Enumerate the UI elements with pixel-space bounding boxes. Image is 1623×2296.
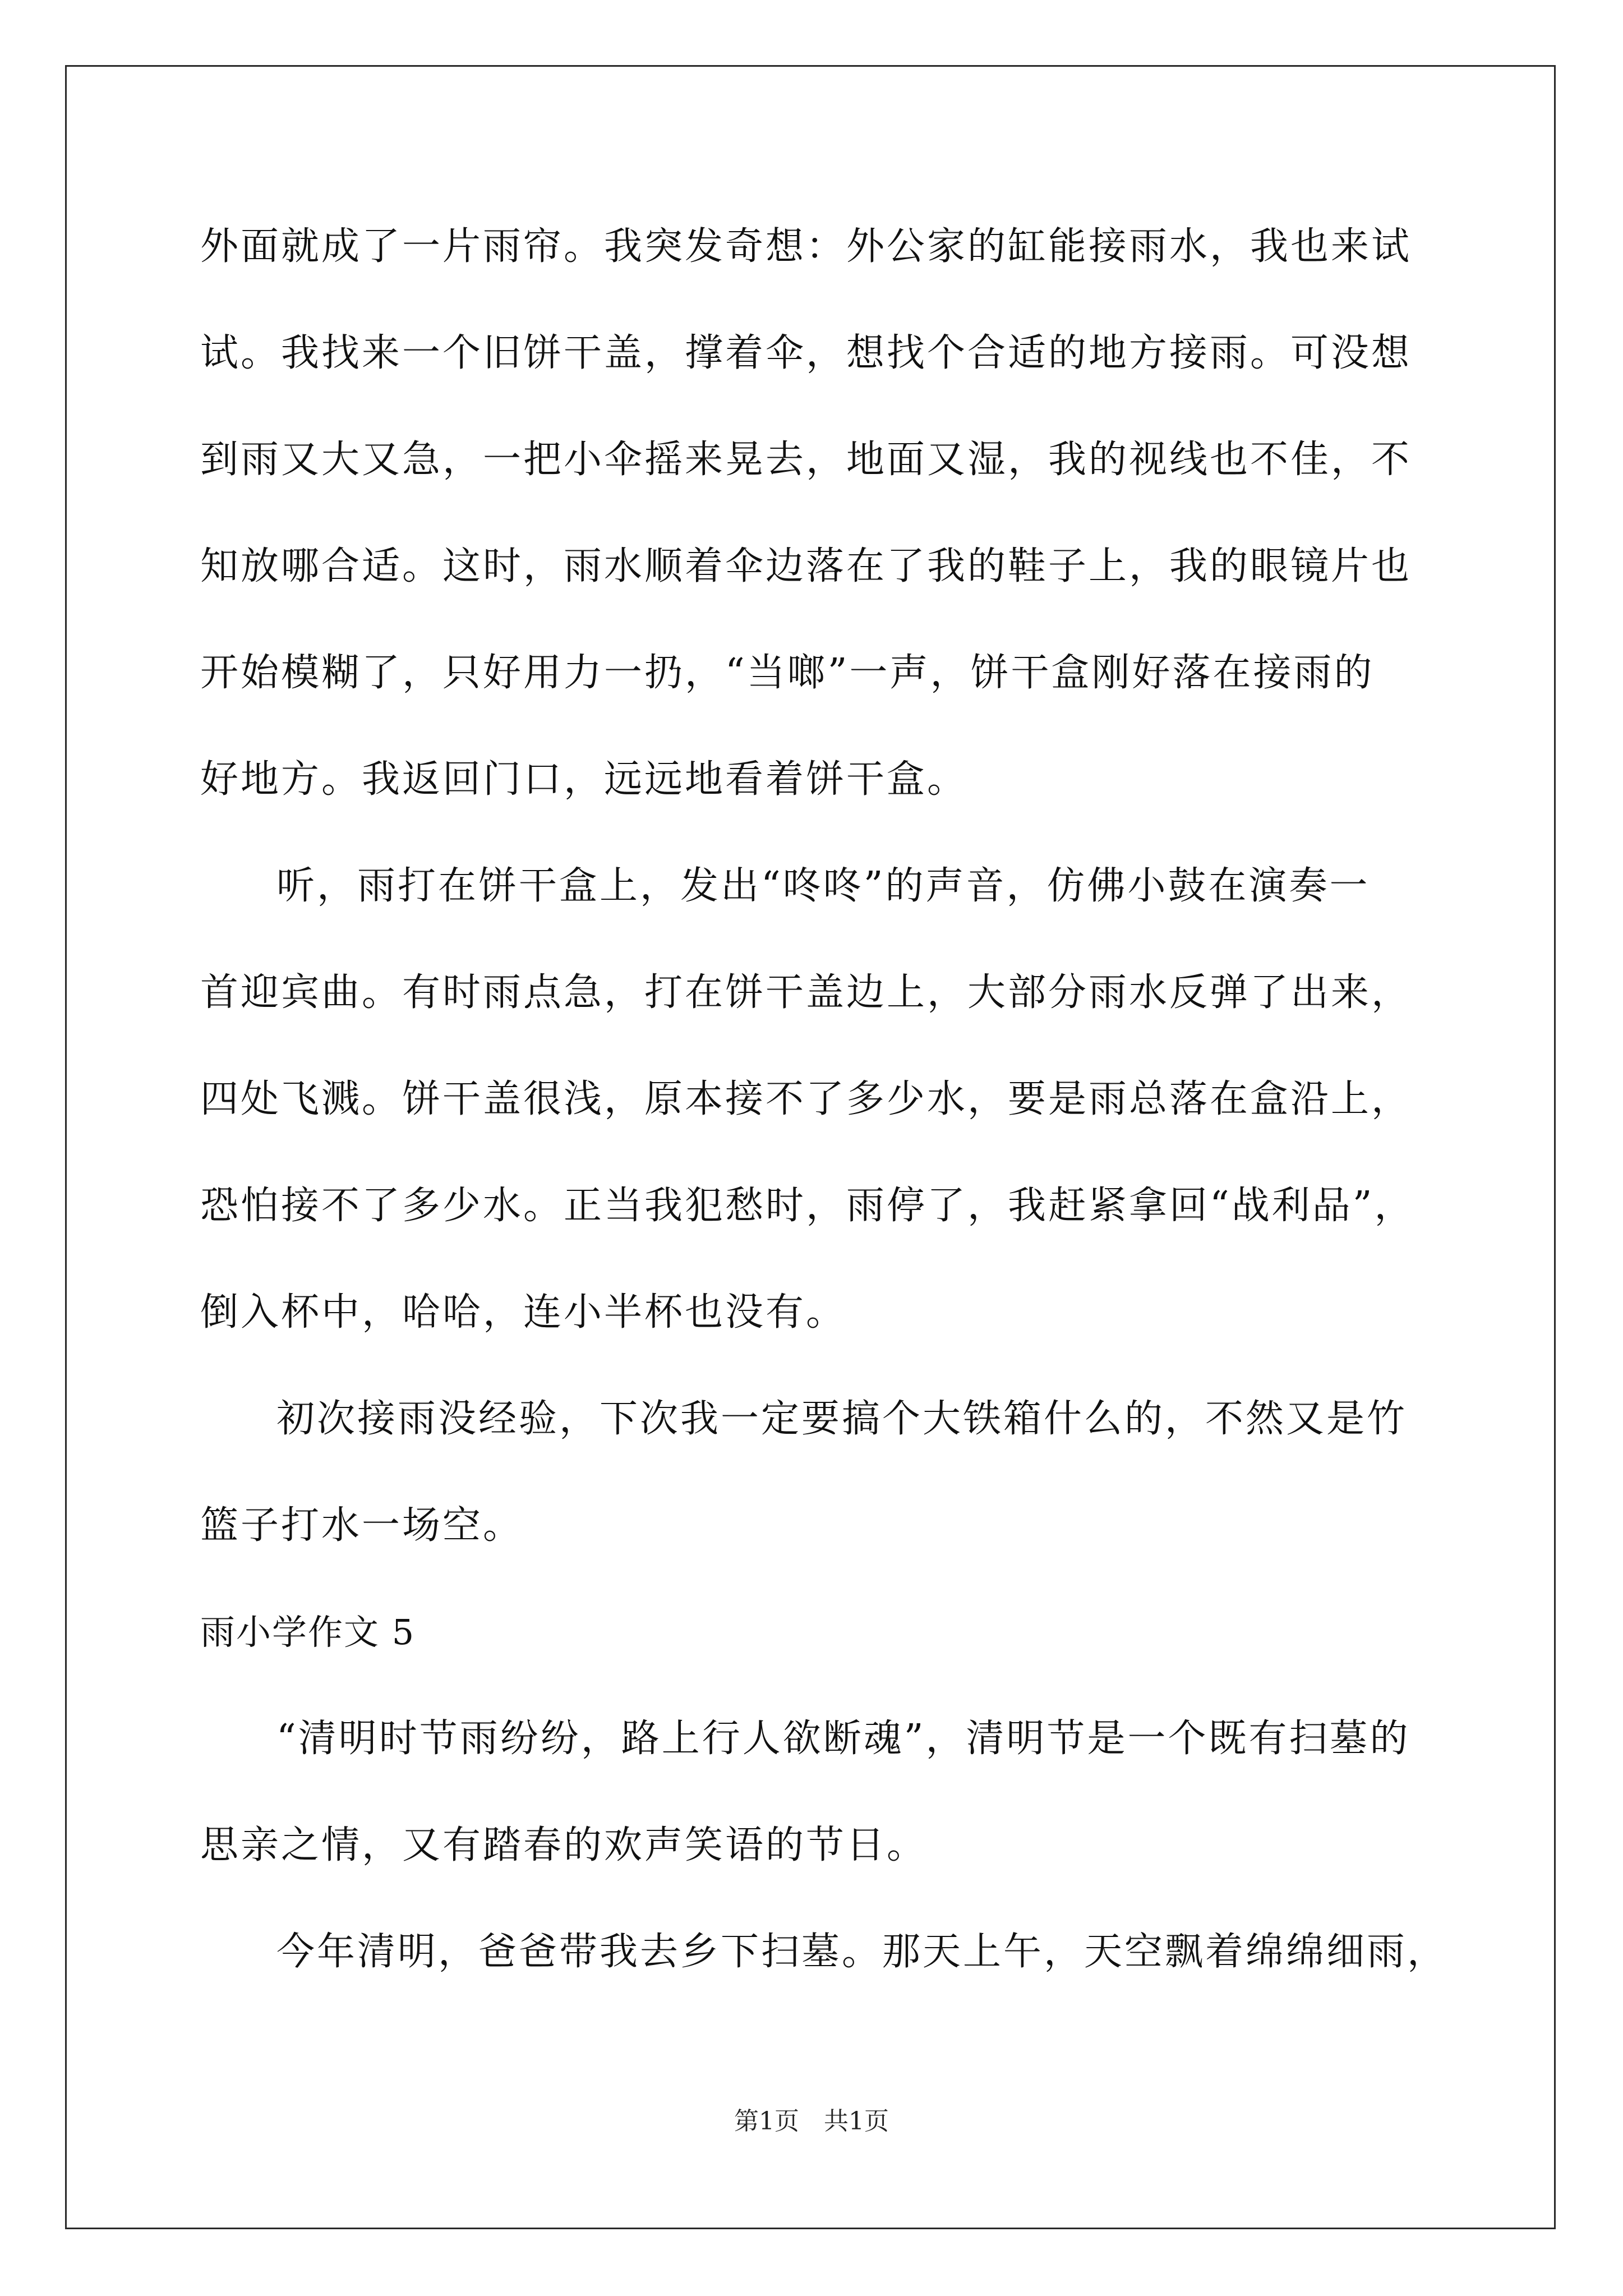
text-line: 开始模糊了，只好用力一扔，“当啷”一声，饼干盒刚好落在接雨的: [200, 651, 1375, 695]
text-line: 知放哪合适。这时，雨水顺着伞边落在了我的鞋子上，我的眼镜片也: [200, 544, 1412, 588]
page-footer: 第1页 共1页: [734, 2107, 889, 2136]
text-line: 四处飞溅。饼干盖很浅，原本接不了多少水，要是雨总落在盒沿上，: [200, 1077, 1412, 1121]
text-line: 外面就成了一片雨帘。我突发奇想：外公家的缸能接雨水，我也来试: [200, 224, 1412, 269]
text-line: 好地方。我返回门口，远远地看着饼干盒。: [200, 757, 968, 802]
paragraph-start-line: 今年清明，爸爸带我去乡下扫墓。那天上午，天空飘着绵绵细雨，: [276, 1930, 1448, 1974]
text-line: 恐怕接不了多少水。正当我犯愁时，雨停了，我赶紧拿回“战利品”，: [200, 1184, 1415, 1228]
text-line: 到雨又大又急，一把小伞摇来晃去，地面又湿，我的视线也不佳，不: [200, 438, 1412, 482]
document-body: [200, 194, 1448, 2005]
paragraph-start-line: 听，雨打在饼干盒上，发出“咚咚”的声音，仿佛小鼓在演奏一: [276, 864, 1370, 908]
text-line: 首迎宾曲。有时雨点急，打在饼干盖边上，大部分雨水反弹了出来，: [200, 970, 1412, 1015]
paragraph-start-line: “清明时节雨纷纷，路上行人欲断魂”，清明节是一个既有扫墓的: [276, 1717, 1410, 1761]
text-line: 思亲之情，又有踏春的欢声笑语的节日。: [200, 1823, 928, 1867]
section-heading: 雨小学作文 5: [200, 1612, 416, 1653]
paragraph-start-line: 初次接雨没经验，下次我一定要搞个大铁箱什么的，不然又是竹: [276, 1397, 1408, 1441]
text-line: 篮子打水一场空。: [200, 1503, 524, 1548]
text-line: 试。我找来一个旧饼干盖，撑着伞，想找个合适的地方接雨。可没想: [200, 331, 1412, 375]
text-line: 倒入杯中，哈哈，连小半杯也没有。: [200, 1290, 847, 1335]
